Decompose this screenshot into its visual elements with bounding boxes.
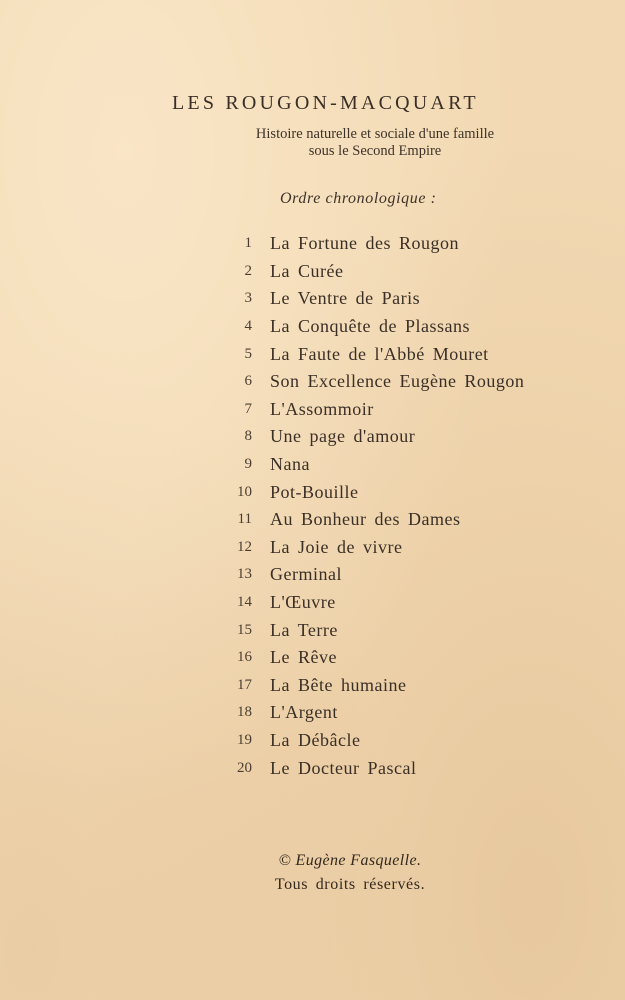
list-item-title: Le Ventre de Paris [270, 288, 421, 309]
list-item-number: 7 [244, 400, 252, 417]
list-item-title: Une page d'amour [270, 426, 416, 447]
list-item [220, 285, 600, 313]
list-item [220, 313, 600, 341]
list-item-number: 2 [244, 262, 252, 279]
list-item-title: La Fortune des Rougon [270, 233, 459, 254]
list-item-number: 17 [237, 676, 252, 693]
list-item-title: La Terre [270, 619, 338, 640]
list-item-number: 5 [244, 345, 252, 362]
list-item-title: Son Excellence Eugène Rougon [270, 371, 525, 392]
list-item-title: Nana [270, 454, 310, 475]
list-item [220, 396, 600, 424]
list-item-number: 11 [237, 511, 252, 528]
list-item-title: Au Bonheur des Dames [270, 509, 461, 530]
novel-list [220, 230, 600, 782]
rights-line: Tous droits réservés. [274, 876, 426, 893]
list-item-title: La Bête humaine [270, 674, 407, 695]
list-item-number: 20 [237, 759, 252, 776]
list-item-title: L'Argent [270, 702, 338, 723]
list-item-title: La Faute de l'Abbé Mouret [270, 343, 489, 364]
list-item-number: 13 [237, 566, 252, 583]
list-item-number: 8 [244, 428, 252, 445]
list-item-number: 16 [237, 649, 252, 666]
subtitle-line-1: Histoire naturelle et sociale d'une famille [255, 126, 495, 142]
list-item-number: 9 [244, 456, 252, 473]
list-item-title: Le Rêve [270, 647, 337, 668]
order-label: Ordre chronologique : [280, 190, 437, 207]
list-item [220, 699, 600, 727]
list-item [220, 754, 600, 782]
list-item-title: La Curée [270, 260, 344, 281]
list-item [220, 451, 600, 479]
list-item [220, 534, 600, 562]
list-item-number: 19 [237, 731, 252, 748]
list-item-number: 4 [244, 318, 252, 335]
list-item-number: 1 [244, 235, 252, 252]
list-item [220, 616, 600, 644]
list-item-number: 15 [237, 621, 252, 638]
list-item-number: 12 [237, 538, 252, 555]
list-item-number: 18 [237, 704, 252, 721]
list-item-title: La Débâcle [270, 729, 361, 750]
list-item-title: Germinal [270, 564, 342, 585]
list-item [220, 672, 600, 700]
list-item-title: Pot-Bouille [270, 481, 359, 502]
list-item-title: La Joie de vivre [270, 536, 403, 557]
list-item-number: 3 [244, 290, 252, 307]
list-item-title: L'Assommoir [270, 398, 374, 419]
list-item [220, 644, 600, 672]
list-item [220, 423, 600, 451]
copyright-notice [200, 852, 500, 894]
list-item [220, 230, 600, 258]
list-item-title: La Conquête de Plassans [270, 316, 470, 337]
publisher-line: © Eugène Fasquelle. [278, 852, 422, 869]
list-item [220, 506, 600, 534]
subtitle-line-2: sous le Second Empire [308, 143, 442, 159]
list-item-title: Le Docteur Pascal [270, 757, 417, 778]
list-item-number: 6 [244, 373, 252, 390]
list-item-number: 10 [237, 483, 252, 500]
list-item [220, 478, 600, 506]
list-item [220, 561, 600, 589]
list-item [220, 368, 600, 396]
list-item-title: L'Œuvre [270, 592, 336, 613]
list-item [220, 340, 600, 368]
list-item [220, 727, 600, 755]
list-item [220, 258, 600, 286]
list-item [220, 589, 600, 617]
series-title: LES ROUGON-MACQUART [172, 92, 479, 114]
list-item-number: 14 [237, 594, 252, 611]
subtitle [205, 126, 545, 160]
